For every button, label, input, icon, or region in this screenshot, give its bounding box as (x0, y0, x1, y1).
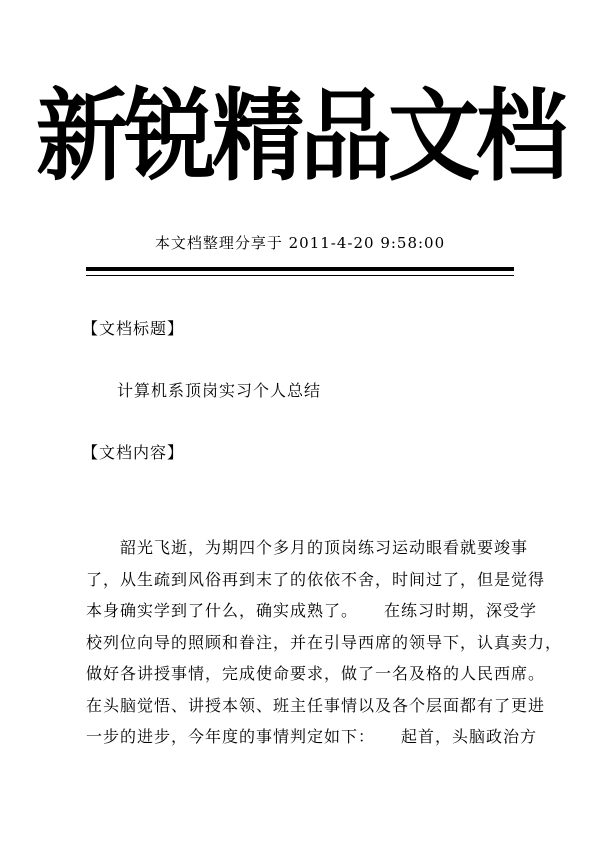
document-body (86, 532, 563, 753)
brand-title: 新锐精品文档 (35, 78, 564, 195)
body-line: 做好各讲授事情，完成使命要求，做了一名及格的人民西席。 (86, 664, 546, 683)
divider-thick (86, 267, 514, 271)
title-label: 【文档标题】 (82, 319, 185, 338)
share-date-line: 本文档整理分享于 2011-4-20 9:58:00 (154, 234, 446, 252)
document-title: 计算机系顶岗实习个人总结 (117, 381, 322, 400)
body-line: 校列位向导的照顾和眷注，并在引导西席的领导下，认真卖力， (86, 632, 563, 652)
body-line: 韶光飞逝，为期四个多月的顶岗练习运动眼看就要竣事 (86, 538, 529, 557)
divider-thin (86, 275, 514, 276)
body-line: 一步的进步，今年度的事情判定如下： 起首，头脑政治方 (86, 727, 538, 746)
body-line: 本身确实学到了什么，确实成熟了。 在练习时期，深受学 (86, 601, 538, 620)
body-line: 了，从生疏到风俗再到末了的依依不舍，时间过了，但是觉得 (86, 569, 546, 589)
content-label: 【文档内容】 (82, 443, 185, 462)
body-line: 在头脑觉悟、讲授本领、班主任事情以及各个层面都有了更进 (86, 695, 546, 715)
